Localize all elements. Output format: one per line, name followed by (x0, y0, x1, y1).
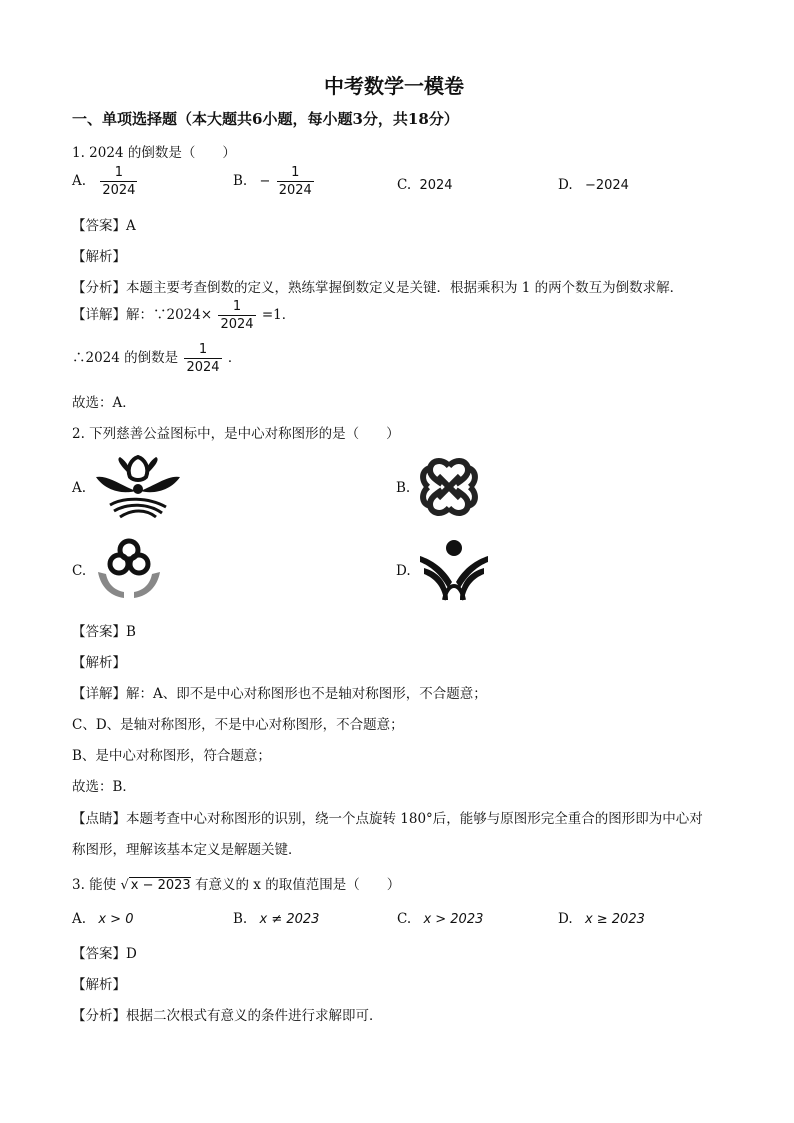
denominator: 2024 (220, 316, 254, 332)
lotus-charity-icon (90, 455, 186, 519)
q2-choose: 故选：B． (72, 779, 136, 795)
detail-text: 【详解】解：∵2024× (72, 307, 213, 324)
stem-text: 3. 能使 (72, 877, 117, 893)
option-value: 2024 (419, 178, 453, 193)
section-heading: 一、单项选择题（本大题共6小题，每小题3分，共18分） (72, 110, 459, 128)
detail-text: =1． (261, 307, 296, 324)
q1-option-d (558, 177, 629, 193)
q3-option-c (397, 911, 483, 927)
conclusion-text: ． (227, 350, 242, 367)
q3-answer: 【答案】D (72, 946, 137, 962)
fraction (100, 166, 137, 197)
q3-option-d (558, 911, 645, 927)
radicand: x − 2023 (130, 878, 191, 893)
q2-answer: 【答案】B (72, 624, 136, 640)
q2-label-b: B. (396, 480, 411, 496)
q3-option-b (233, 911, 319, 927)
option-label: D. (558, 911, 573, 927)
page-title: 中考数学一模卷 (324, 74, 464, 98)
numerator: 1 (291, 165, 300, 180)
q3-option-a (72, 911, 133, 927)
q2-dianjing-1: 【点睛】本题考查中心对称图形的识别，绕一个点旋转 180°后，能够与原图形完全重合的图形即为中心对 (72, 811, 703, 827)
denominator: 2024 (186, 359, 220, 375)
numerator: 1 (232, 299, 242, 314)
hands-heart-charity-icon (94, 534, 164, 602)
numerator: 1 (198, 342, 208, 357)
option-value: x > 2023 (423, 912, 484, 927)
option-label: D. (558, 177, 573, 193)
q3-stem (72, 873, 400, 893)
q1-answer: 【答案】A (72, 218, 136, 234)
fraction (218, 300, 255, 331)
q1-option-a (72, 166, 139, 197)
q2-analysis-head: 【解析】 (72, 655, 126, 671)
figure-charity-icon (418, 538, 490, 604)
minus-sign: − (259, 174, 271, 190)
option-label: B. (233, 911, 248, 927)
option-value: x > 0 (98, 912, 134, 927)
q1-option-b (233, 166, 316, 197)
q2-label-a: A. (72, 480, 87, 496)
q2-dianjing-2: 称图形，理解该基本定义是解题关键． (72, 842, 302, 858)
numerator: 1 (114, 165, 124, 180)
option-value: x ≠ 2023 (259, 912, 320, 927)
heart-knot-charity-icon (418, 456, 480, 518)
q1-fenxi: 【分析】本题主要考查倒数的定义，熟练掌握倒数定义是关键．根据乘积为 1 的两个数互为倒数求解． (72, 280, 684, 296)
q2-detail-2: C、D、是轴对称图形，不是中心对称图形，不合题意； (72, 717, 404, 733)
q3-fenxi: 【分析】根据二次根式有意义的条件进行求解即可． (72, 1008, 383, 1024)
q1-choose: 故选：A． (72, 395, 136, 411)
option-value: x ≥ 2023 (584, 912, 645, 927)
q2-label-c: C. (72, 563, 87, 579)
square-root (120, 878, 190, 893)
option-label: B. (233, 173, 248, 190)
q2-detail-3: B、是中心对称图形，符合题意； (72, 748, 271, 764)
q1-conclusion (72, 343, 241, 374)
option-value: −2024 (584, 178, 629, 193)
q1-option-c (397, 177, 453, 193)
denominator: 2024 (102, 182, 136, 198)
radical-sign: √ (120, 878, 129, 893)
denominator: 2024 (278, 182, 312, 198)
q1-analysis-head: 【解析】 (72, 249, 126, 265)
option-label: A. (72, 173, 87, 190)
q1-stem: 1. 2024 的倒数是（ ） (72, 145, 236, 161)
stem-text: 有意义的 x 的取值范围是（ ） (195, 877, 401, 893)
q2-label-d: D. (396, 563, 411, 579)
option-label: C. (397, 911, 412, 927)
option-label: A. (72, 911, 87, 927)
conclusion-text: ∴2024 的倒数是 (72, 350, 179, 367)
q2-detail-1: 【详解】解：A、即不是中心对称图形也不是轴对称图形，不合题意； (72, 686, 487, 702)
fraction (277, 166, 314, 197)
q1-detail (72, 300, 295, 331)
q2-stem: 2. 下列慈善公益图标中，是中心对称图形的是（ ） (72, 426, 400, 442)
fraction (184, 343, 221, 374)
option-label: C. (397, 177, 412, 193)
q3-analysis-head: 【解析】 (72, 977, 126, 993)
